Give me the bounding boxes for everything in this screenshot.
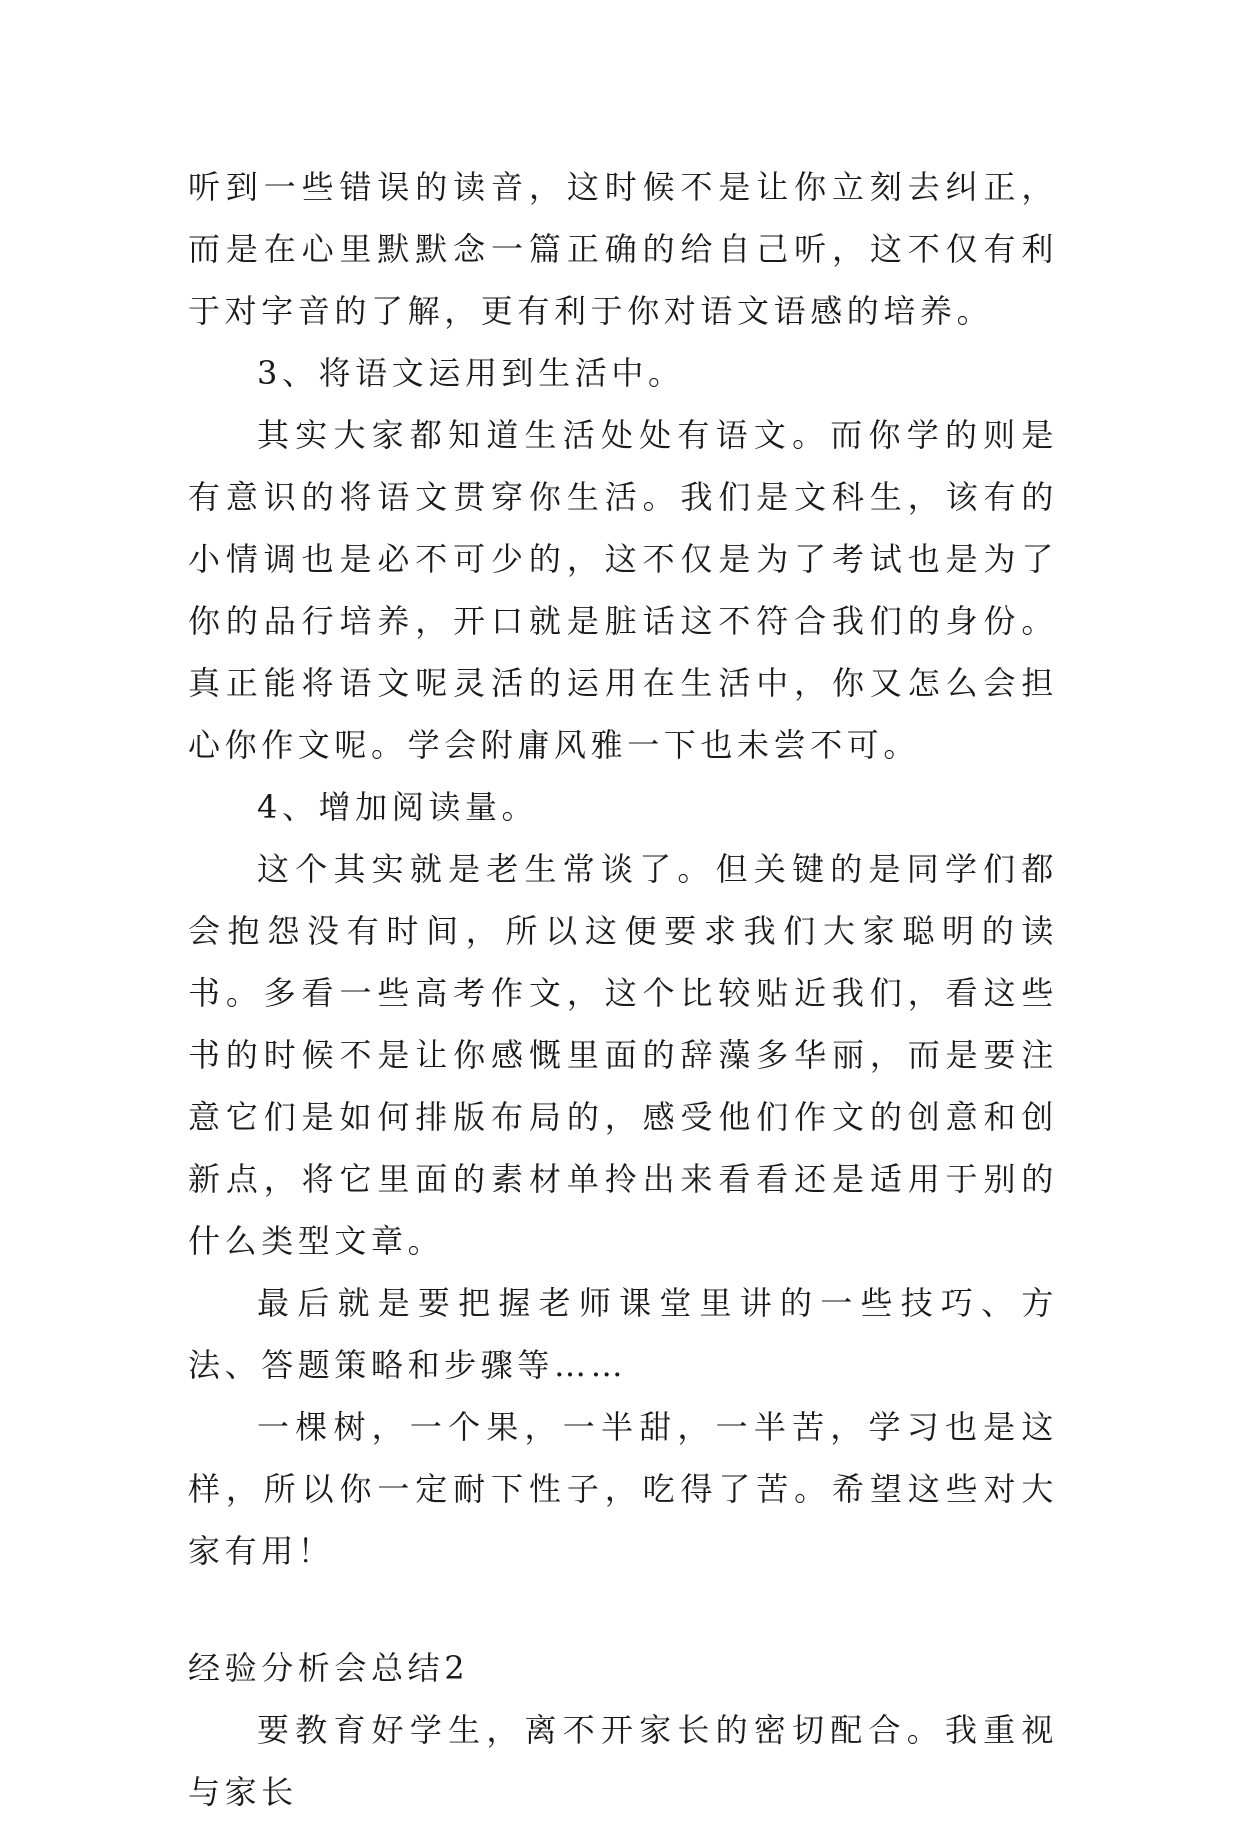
paragraph-2-subheading: 3、将语文运用到生活中。 [257,354,685,392]
document-page [188,156,1058,1823]
section-paragraph: 要教育好学生，离不开家长的密切配合。我重视与家长 [188,1711,1058,1811]
paragraph-6: 最后就是要把握老师课堂里讲的一些技巧、方法、答题策略和步骤等…… [188,1284,1058,1384]
paragraph-7: 一棵树，一个果，一半甜，一半苦，学习也是这样，所以你一定耐下性子，吃得了苦。希望这些对大家有用！ [188,1408,1058,1570]
paragraph-3: 其实大家都知道生活处处有语文。而你学的则是有意识的将语文贯穿你生活。我们是文科生，该有的小情调也是必不可少的，这不仅是为了考试也是为了你的品行培养，开口就是脏话这不符合我们的身份。真正能将语文呢灵活的运用在生活中，你又怎么会担心你作文呢。学会附庸风雅一下也未尝不可。 [188,416,1058,764]
section-heading: 经验分析会总结2 [188,1649,470,1687]
paragraph-1: 听到一些错误的读音，这时候不是让你立刻去纠正，而是在心里默默念一篇正确的给自己听，这不仅有利于对字音的了解，更有利于你对语文语感的培养。 [188,168,1058,330]
paragraph-4-subheading: 4、增加阅读量。 [257,788,539,826]
paragraph-5: 这个其实就是老生常谈了。但关键的是同学们都会抱怨没有时间，所以这便要求我们大家聪明的读书。多看一些高考作文，这个比较贴近我们，看这些书的时候不是让你感慨里面的辞藻多华丽，而是要注意它们是如何排版布局的，感受他们作文的创意和创新点，将它里面的素材单拎出来看看还是适用于别的什么类型文章。 [188,850,1058,1260]
